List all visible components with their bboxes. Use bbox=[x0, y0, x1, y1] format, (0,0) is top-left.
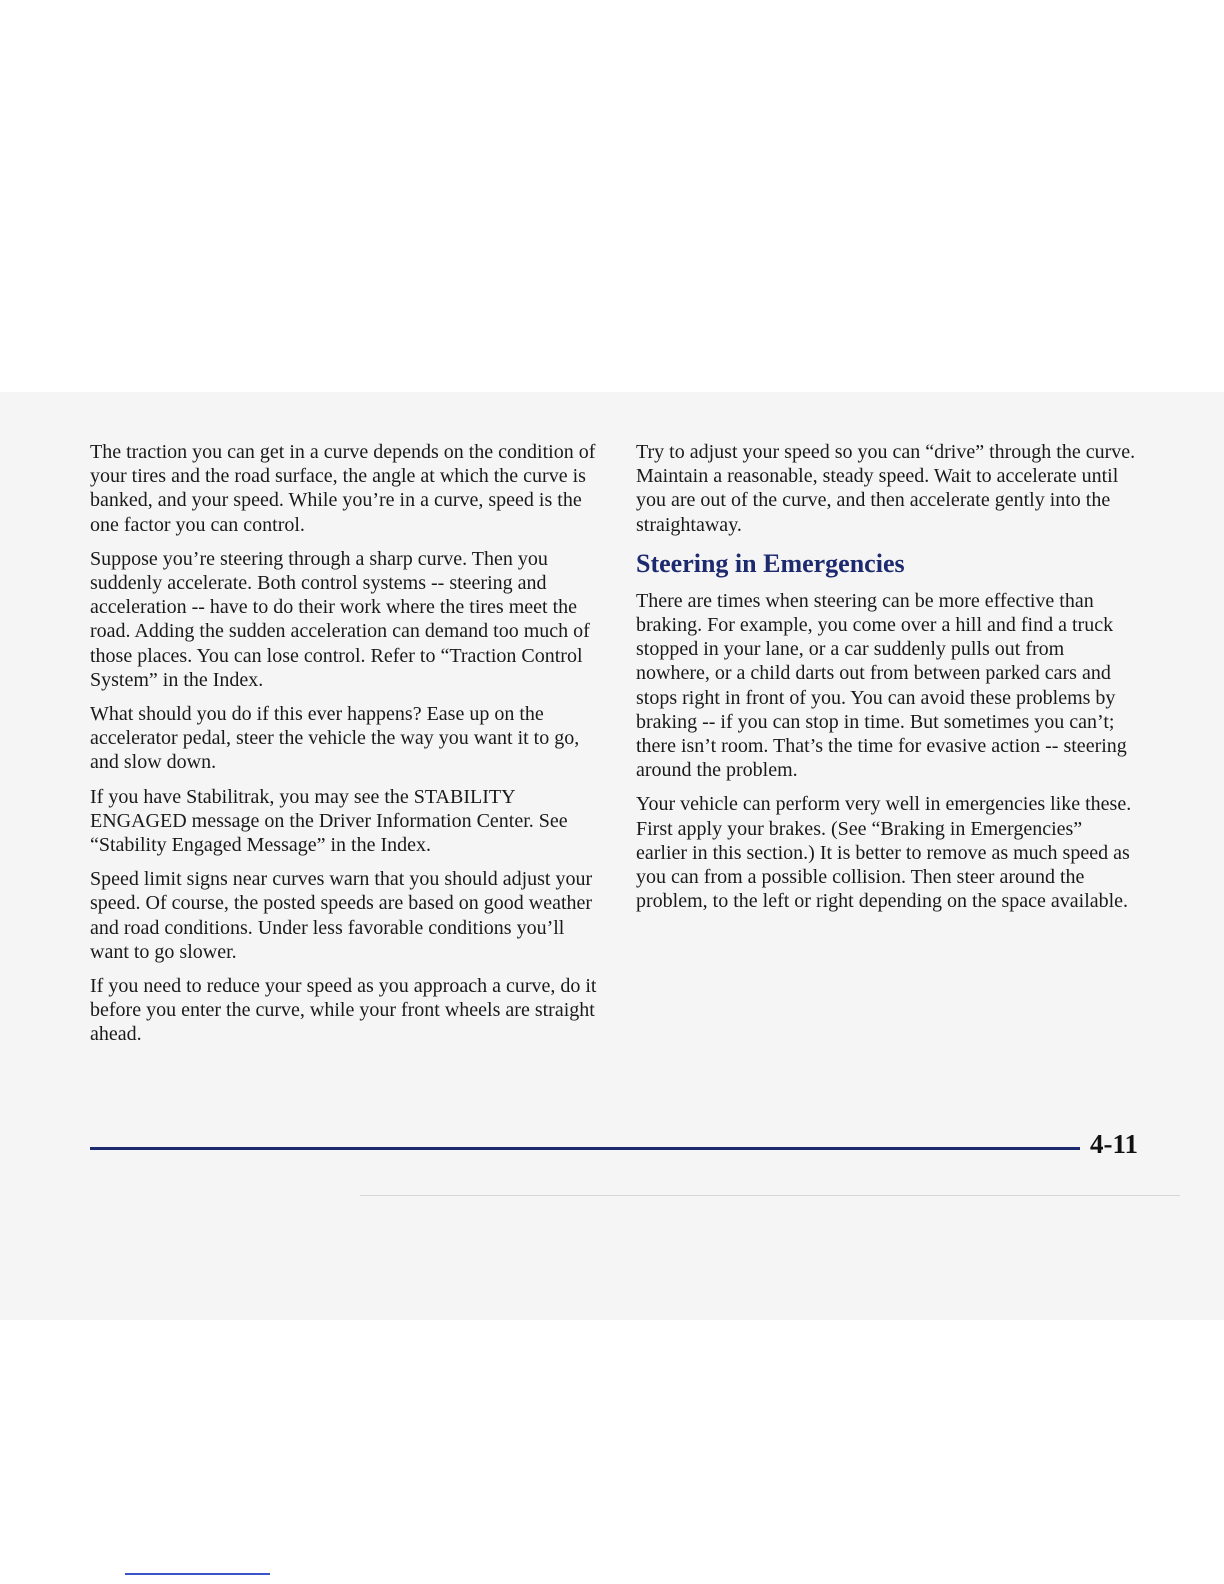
paragraph-traction: The traction you can get in a curve depends on the condition of your tires and the road surface, the angle at which the curve is banked, and your speed. While you’re in a curve, speed is the one factor you can control. bbox=[90, 441, 596, 536]
paragraph-sharp-curve: Suppose you’re steering through a sharp curve. Then you suddenly accelerate. Both control systems -- steering and acceleration -- have to do their work where the tires meet the road. Adding the sudden acceleration can demand too much of those places. You can lose control. Refer to “Traction Control System” in the Index. bbox=[90, 547, 590, 691]
section-heading: Steering in Emergencies bbox=[636, 548, 905, 578]
divider bbox=[125, 1573, 270, 1575]
paragraph-vehicle-performance: Your vehicle can perform very well in emergencies like these. First apply your brakes. (See “Braking in Emergencies” earlier in this section.) It is better to remove as much speed as you can from a possible collision. Then steer around the problem, to the left or right depending on the space available. bbox=[636, 793, 1132, 913]
paragraph-reduce-speed: If you need to reduce your speed as you approach a curve, do it before you enter the curve, while your front wheels are straight ahead. bbox=[90, 975, 597, 1046]
page-number: 4-11 bbox=[1090, 1129, 1139, 1159]
divider bbox=[360, 1195, 1180, 1196]
paragraph-adjust-speed: Try to adjust your speed so you can “drive” through the curve. Maintain a reasonable, steady speed. Wait to accelerate until you are out of the curve, and then accelerate gently into the straightaway. bbox=[636, 441, 1136, 536]
right-column bbox=[636, 440, 1136, 923]
paragraph-steering-vs-braking: There are times when steering can be more effective than braking. For example, you come over a hill and find a truck stopped in your lane, or a car suddenly pulls out from nowhere, or a child darts out from between parked cars and stops right in front of you. You can avoid these problems by braking -- if you can stop in time. But sometimes you can’t; there isn’t room. That’s the time for evasive action -- steering around the problem. bbox=[636, 589, 1127, 782]
footer-rule bbox=[90, 1147, 1080, 1150]
paragraph-what-to-do: What should you do if this ever happens? Ease up on the accelerator pedal, steer the vehicle the way you want it to go, and slow down. bbox=[90, 703, 580, 774]
paragraph-speed-limit-signs: Speed limit signs near curves warn that you should adjust your speed. Of course, the posted speeds are based on good weather and road conditions. Under less favorable conditions you’ll want to go slower. bbox=[90, 868, 593, 963]
left-column bbox=[90, 440, 600, 1057]
paragraph-stabilitrak: If you have Stabilitrak, you may see the STABILITY ENGAGED message on the Driver Information Center. See “Stability Engaged Message” in the Index. bbox=[90, 785, 568, 857]
